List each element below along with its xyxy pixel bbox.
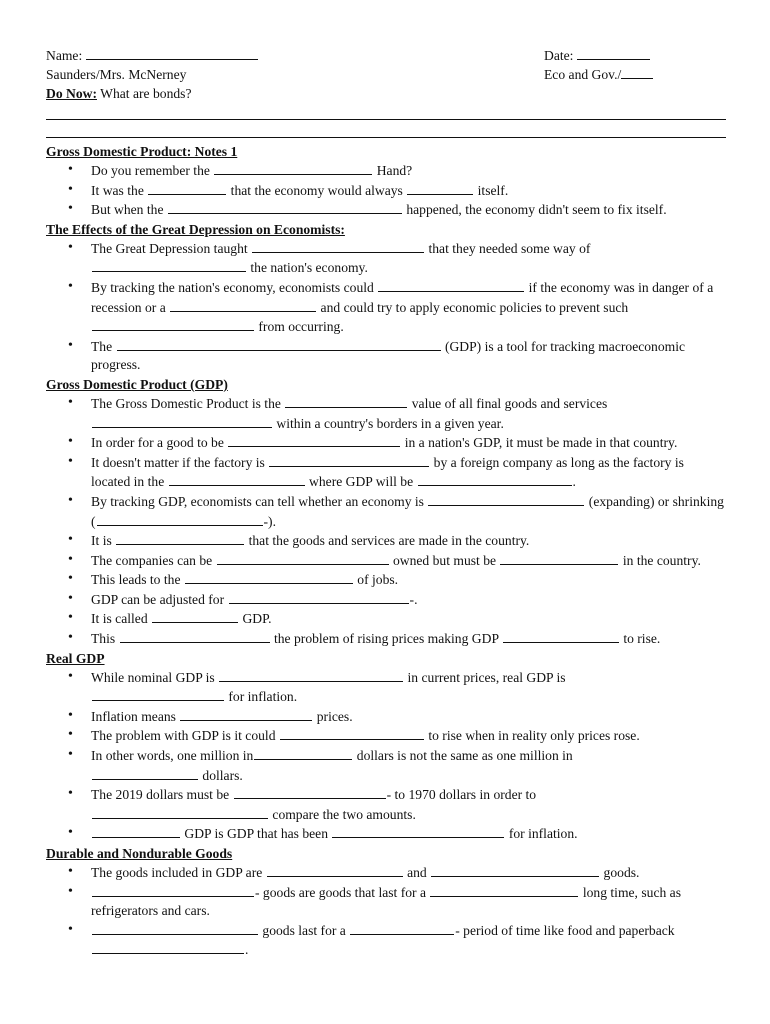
item-text: owned but must be bbox=[392, 552, 497, 568]
fill-blank[interactable] bbox=[418, 472, 572, 486]
fill-blank[interactable] bbox=[254, 746, 352, 760]
list-item bbox=[46, 433, 726, 453]
list-item bbox=[46, 707, 726, 727]
item-text: that they needed some way of bbox=[428, 240, 591, 256]
fill-blank[interactable] bbox=[431, 863, 599, 877]
item-text: to rise when in reality only prices rose. bbox=[428, 728, 640, 744]
fill-blank[interactable] bbox=[92, 940, 244, 954]
list-item bbox=[46, 453, 726, 492]
item-text: itself. bbox=[477, 182, 509, 198]
list-item bbox=[46, 551, 726, 571]
item-text: compare the two amounts. bbox=[272, 806, 416, 822]
fill-blank[interactable] bbox=[234, 785, 386, 799]
list-item bbox=[46, 863, 726, 883]
fill-blank[interactable] bbox=[116, 531, 244, 545]
fill-blank[interactable] bbox=[92, 317, 254, 331]
list-item bbox=[46, 629, 726, 649]
item-text: where GDP will be bbox=[309, 474, 414, 490]
item-text: in current prices, real GDP is bbox=[407, 669, 566, 685]
list-item bbox=[46, 668, 726, 707]
section-title-durable: Durable and Nondurable Goods bbox=[46, 846, 233, 861]
answer-line-1[interactable] bbox=[46, 119, 726, 120]
list-item bbox=[46, 181, 726, 201]
fill-blank[interactable] bbox=[92, 883, 254, 897]
item-text: It is bbox=[91, 533, 112, 549]
item-text: It is called bbox=[91, 611, 148, 627]
class-period-blank[interactable] bbox=[621, 66, 653, 79]
fill-blank[interactable] bbox=[117, 337, 441, 351]
item-text: (expanding) or shrinking ( bbox=[91, 493, 724, 529]
item-text: the problem of rising prices making GDP bbox=[273, 631, 499, 647]
fill-blank[interactable] bbox=[97, 512, 263, 526]
list-item bbox=[46, 531, 726, 551]
fill-blank[interactable] bbox=[252, 239, 424, 253]
fill-blank[interactable] bbox=[280, 726, 424, 740]
item-text: The problem with GDP is it could bbox=[91, 728, 276, 744]
fill-blank[interactable] bbox=[152, 609, 238, 623]
item-text: It was the bbox=[91, 182, 144, 198]
fill-blank[interactable] bbox=[378, 278, 524, 292]
fill-blank[interactable] bbox=[92, 258, 246, 272]
fill-blank[interactable] bbox=[503, 629, 619, 643]
fill-blank[interactable] bbox=[168, 200, 402, 214]
item-text: By tracking GDP, economists can tell whether an economy is bbox=[91, 493, 424, 509]
list-item bbox=[46, 609, 726, 629]
item-text: Do you remember the bbox=[91, 163, 210, 178]
item-text: to rise. bbox=[623, 631, 661, 647]
item-text: The Gross Domestic Product is the bbox=[91, 395, 281, 411]
list-item bbox=[46, 570, 726, 590]
item-text: and could try to apply economic policies to prevent such bbox=[320, 299, 629, 315]
item-text: . bbox=[572, 474, 576, 490]
item-text: This bbox=[91, 631, 116, 647]
list-item bbox=[46, 921, 726, 960]
section-title-gdp: Gross Domestic Product (GDP) bbox=[46, 376, 228, 392]
fill-blank[interactable] bbox=[170, 298, 316, 312]
item-text: the nation's economy. bbox=[250, 260, 368, 276]
item-text: This leads to the bbox=[91, 572, 181, 588]
item-text: -). bbox=[263, 513, 276, 529]
list-item bbox=[46, 824, 726, 844]
item-text: - goods are goods that last for a bbox=[255, 884, 427, 900]
list-item bbox=[46, 200, 726, 220]
fill-blank[interactable] bbox=[120, 629, 270, 643]
fill-blank[interactable] bbox=[430, 883, 578, 897]
item-text: The bbox=[91, 338, 113, 354]
fill-blank[interactable] bbox=[92, 766, 198, 780]
name-blank[interactable] bbox=[86, 47, 258, 60]
fill-blank[interactable] bbox=[228, 433, 400, 447]
item-text: goods last for a bbox=[262, 922, 346, 938]
item-text: . bbox=[245, 942, 249, 958]
item-text: - period of time like food and paperback bbox=[455, 922, 675, 938]
item-text: - to 1970 dollars in order to bbox=[386, 787, 537, 803]
gdp-list bbox=[46, 394, 726, 649]
item-text: for inflation. bbox=[508, 826, 578, 842]
item-text: value of all final goods and services bbox=[411, 395, 608, 411]
name-label: Name: bbox=[46, 48, 83, 63]
section-title-depression: The Effects of the Great Depression on Economists: bbox=[46, 221, 345, 237]
item-text: prices. bbox=[316, 708, 353, 724]
item-text: GDP can be adjusted for bbox=[91, 591, 225, 607]
item-text: Inflation means bbox=[91, 708, 176, 724]
list-item bbox=[46, 278, 726, 337]
fill-blank[interactable] bbox=[185, 570, 353, 584]
fill-blank[interactable] bbox=[169, 472, 305, 486]
fill-blank[interactable] bbox=[267, 863, 403, 877]
item-text: happened, the economy didn't seem to fix itself. bbox=[406, 202, 667, 218]
list-item bbox=[46, 394, 726, 433]
fill-blank[interactable] bbox=[350, 921, 454, 935]
fill-blank[interactable] bbox=[92, 805, 268, 819]
teacher-name: Saunders/Mrs. McNerney bbox=[46, 67, 187, 82]
do-now-label: Do Now: bbox=[46, 86, 97, 101]
item-text: -. bbox=[409, 591, 418, 607]
item-text: The goods included in GDP are bbox=[91, 865, 263, 880]
fill-blank[interactable] bbox=[407, 181, 473, 195]
item-text: The 2019 dollars must be bbox=[91, 787, 230, 803]
class-label: Eco and Gov./ bbox=[544, 67, 622, 82]
item-text: In other words, one million in bbox=[91, 748, 254, 764]
fill-blank[interactable] bbox=[217, 551, 389, 565]
item-text: dollars is not the same as one million in bbox=[356, 748, 573, 764]
item-text: The companies can be bbox=[91, 552, 213, 568]
item-text: of jobs. bbox=[357, 572, 399, 588]
header bbox=[46, 46, 726, 103]
list-item bbox=[46, 746, 726, 785]
item-text: In order for a good to be bbox=[91, 435, 224, 451]
date-blank[interactable] bbox=[577, 47, 650, 60]
fill-blank[interactable] bbox=[92, 414, 272, 428]
fill-blank[interactable] bbox=[428, 492, 584, 506]
item-text: if the economy was in danger of a recession or a bbox=[91, 279, 714, 315]
worksheet-page bbox=[46, 46, 726, 960]
item-text: for inflation. bbox=[228, 689, 298, 705]
fill-blank[interactable] bbox=[92, 921, 258, 935]
fill-blank[interactable] bbox=[92, 687, 224, 701]
item-text: By tracking the nation's economy, economists could bbox=[91, 279, 374, 295]
fill-blank[interactable] bbox=[332, 824, 504, 838]
fill-blank[interactable] bbox=[92, 824, 180, 838]
item-text: that the economy would always bbox=[230, 182, 403, 198]
durable-list bbox=[46, 863, 726, 960]
fill-blank[interactable] bbox=[219, 668, 403, 682]
list-item bbox=[46, 161, 726, 181]
real-gdp-list bbox=[46, 668, 726, 844]
item-text: (GDP) is a tool for tracking macroeconomic progress. bbox=[91, 338, 686, 373]
item-text: While nominal GDP is bbox=[91, 669, 215, 685]
header-left bbox=[46, 46, 258, 103]
fill-blank[interactable] bbox=[180, 707, 312, 721]
list-item bbox=[46, 590, 726, 610]
item-text: The Great Depression taught bbox=[91, 240, 248, 256]
list-item bbox=[46, 883, 726, 921]
list-item bbox=[46, 239, 726, 278]
item-text: But when the bbox=[91, 202, 164, 218]
item-text: long time, such as refrigerators and cars. bbox=[91, 884, 681, 919]
fill-blank[interactable] bbox=[148, 181, 226, 195]
fill-blank[interactable] bbox=[214, 161, 372, 175]
item-text: Hand? bbox=[376, 163, 413, 178]
fill-blank[interactable] bbox=[229, 590, 409, 604]
section-title-notes: Gross Domestic Product: Notes 1 bbox=[46, 144, 238, 159]
item-text: It doesn't matter if the factory is bbox=[91, 454, 265, 470]
item-text: in a nation's GDP, it must be made in that country. bbox=[404, 435, 678, 451]
list-item bbox=[46, 492, 726, 531]
item-text: goods. bbox=[603, 865, 640, 880]
item-text: by a foreign company as long as the factory is located in the bbox=[91, 454, 684, 490]
date-label: Date: bbox=[544, 48, 574, 63]
list-item bbox=[46, 337, 726, 375]
item-text: dollars. bbox=[202, 767, 243, 783]
item-text: from occurring. bbox=[258, 319, 344, 335]
fill-blank[interactable] bbox=[500, 551, 618, 565]
fill-blank[interactable] bbox=[285, 394, 407, 408]
item-text: and bbox=[407, 865, 427, 880]
depression-list bbox=[46, 239, 726, 375]
item-text: in the country. bbox=[622, 552, 701, 568]
list-item bbox=[46, 785, 726, 824]
section-title-real-gdp: Real GDP bbox=[46, 650, 105, 666]
list-item bbox=[46, 726, 726, 746]
item-text: within a country's borders in a given year. bbox=[276, 415, 504, 431]
answer-line-2[interactable] bbox=[46, 137, 726, 138]
item-text: GDP is GDP that has been bbox=[184, 826, 329, 842]
header-right bbox=[544, 46, 653, 84]
do-now-question: What are bonds? bbox=[100, 86, 192, 101]
item-text: that the goods and services are made in the country. bbox=[248, 533, 530, 549]
item-text: GDP. bbox=[242, 611, 272, 627]
fill-blank[interactable] bbox=[269, 453, 429, 467]
notes-list bbox=[46, 161, 726, 220]
